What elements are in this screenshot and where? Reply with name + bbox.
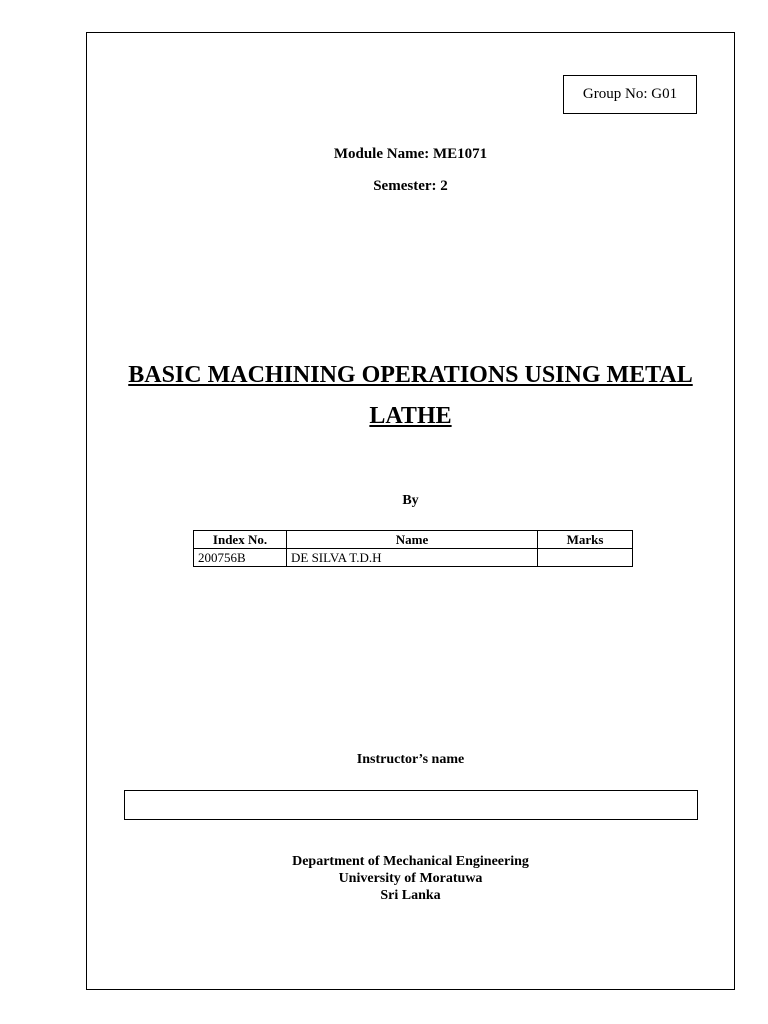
by-label: By: [402, 493, 419, 508]
report-title-line-2: LATHE: [369, 403, 452, 429]
header-marks: Marks: [538, 531, 633, 549]
report-title-line-1: BASIC MACHINING OPERATIONS USING METAL: [128, 362, 693, 388]
header-index-no: Index No.: [194, 531, 287, 549]
module-name: Module Name: ME1071: [333, 146, 488, 162]
students-table: [193, 530, 633, 567]
cell-index-no: 200756B: [194, 549, 287, 567]
page-border: [86, 32, 735, 990]
header-name: Name: [287, 531, 538, 549]
cell-name: DE SILVA T.D.H: [287, 549, 538, 567]
cell-marks: [538, 549, 633, 567]
group-number-box: Group No: G01: [563, 75, 697, 114]
instructor-name-label: Instructor’s name: [356, 752, 465, 767]
institution-footer: [86, 853, 735, 904]
table-row: [194, 549, 633, 567]
semester: Semester: 2: [373, 178, 448, 194]
department-name: Department of Mechanical Engineering: [292, 854, 529, 869]
instructor-name-box: [124, 790, 698, 820]
university-name: University of Moratuwa: [338, 871, 483, 886]
country-name: Sri Lanka: [380, 888, 441, 903]
table-header-row: [194, 531, 633, 549]
